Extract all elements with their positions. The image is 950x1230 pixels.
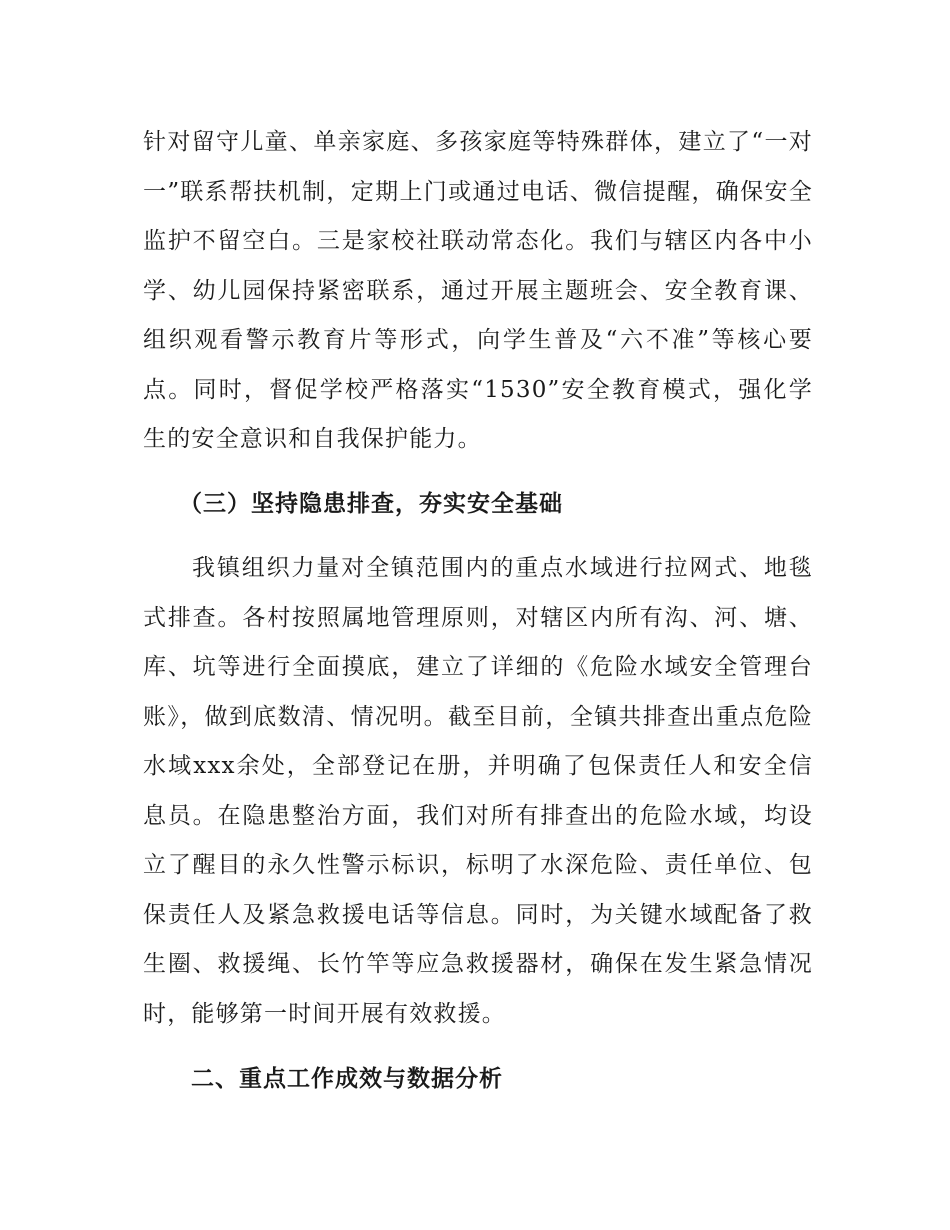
- section-heading-hazard-inspection: （三）坚持隐患排查，夯实安全基础: [179, 490, 563, 517]
- body-paragraph-special-groups: 针对留守儿童、单亲家庭、多孩家庭等特殊群体，建立了“一对一”联系帮扶机制，定期上门或通过电话、微信提醒，确保安全监护不留空白。三是家校社联动常态化。我们与辖区内各中小学、幼儿园保持紧密联系，通过开展主题班会、安全教育课、组织观看警示教育片等形式，向学生普及“六不准”等核心要点。同时，督促学校严格落实“1530”安全教育模式，强化学生的安全意识和自我保护能力。: [143, 129, 813, 452]
- document-body: [143, 118, 813, 1105]
- chapter-heading-results-analysis: 二、重点工作成效与数据分析: [191, 1066, 503, 1092]
- body-paragraph-water-inspection: 我镇组织力量对全镇范围内的重点水域进行拉网式、地毯式排查。各村按照属地管理原则，对辖区内所有沟、河、塘、库、坑等进行全面摸底，建立了详细的《危险水域安全管理台账》，做到底数清、情况明。截至目前，全镇共排查出重点危险水域xxx余处，全部登记在册，并明确了包保责任人和安全信息员。在隐患整治方面，我们对所有排查出的危险水域，均设立了醒目的永久性警示标识，标明了水深危险、责任单位、包保责任人及紧急救援电话等信息。同时，为关键水域配备了救生圈、救援绳、长竹竿等应急救援器材，确保在发生紧急情况时，能够第一时间开展有效救援。: [143, 555, 813, 1027]
